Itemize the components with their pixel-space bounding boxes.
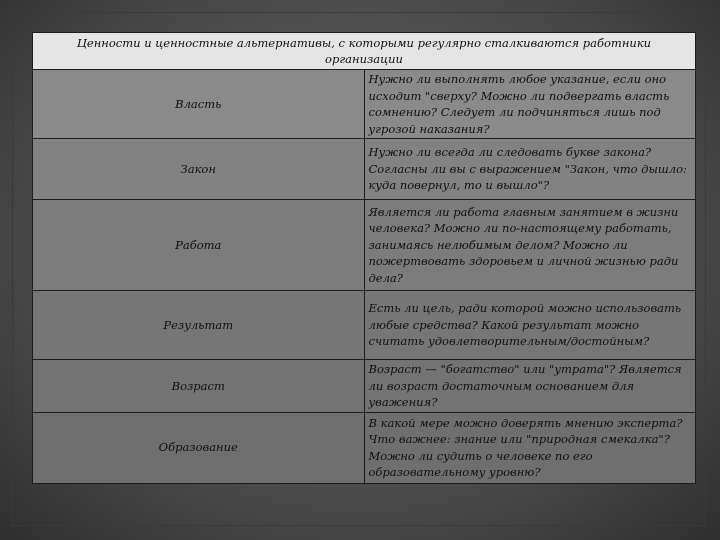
table-row [33,139,696,200]
table-row [33,200,696,291]
value-term: Работа [33,200,365,291]
table-row [33,412,696,483]
table-row [33,70,696,139]
value-questions: В какой мере можно доверять мнению эксперта? Что важнее: знание или "природная смекалка"? Можно ли судить о человеке по его образовательному уровню? [364,412,696,483]
values-table [32,32,696,484]
value-term: Власть [33,70,365,139]
table-header: Ценности и ценностные альтернативы, с которыми регулярно сталкиваются работники организации [33,33,696,70]
table-header-row [33,33,696,70]
value-questions: Возраст — "богатство" или "утрата"? Является ли возраст достаточным основанием для уважения? [364,360,696,413]
value-term: Закон [33,139,365,200]
value-questions: Является ли работа главным занятием в жизни человека? Можно ли по-настоящему работать, занимаясь нелюбимым делом? Можно ли пожертвовать здоровьем и личной жизнью ради дела? [364,200,696,291]
value-term: Возраст [33,360,365,413]
value-questions: Нужно ли выполнять любое указание, если оно исходит "сверху? Можно ли подвергать власть сомнению? Следует ли подчиняться лишь под угрозой наказания? [364,70,696,139]
table-row [33,291,696,360]
value-questions: Нужно ли всегда ли следовать букве закона? Согласны ли вы с выражением "Закон, что дышло: куда повернул, то и вышло"? [364,139,696,200]
value-term: Образование [33,412,365,483]
value-questions: Есть ли цель, ради которой можно использовать любые средства? Какой результат можно считать удовлетворительным/достойным? [364,291,696,360]
table-row [33,360,696,413]
value-term: Результат [33,291,365,360]
